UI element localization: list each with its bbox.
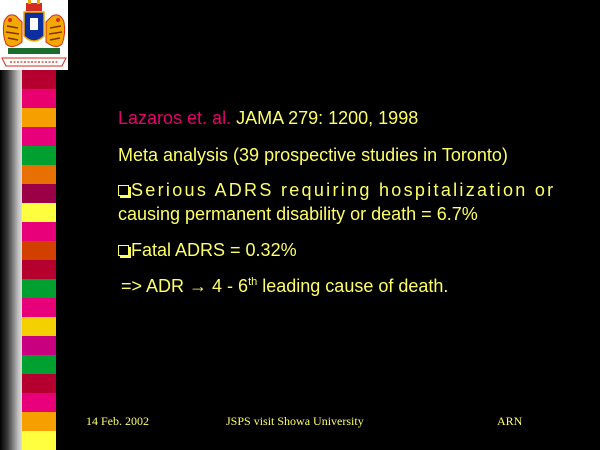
sidebar-color-block [22, 412, 56, 432]
sidebar-color-block [22, 279, 56, 299]
conclusion-line [121, 276, 448, 297]
bullet-fatal-adrs-text: Fatal ADRS = 0.32% [131, 240, 297, 260]
footer-date: 14 Feb. 2002 [86, 414, 149, 428]
sidebar-color-block [22, 298, 56, 318]
conclusion-suffix: leading cause of death. [257, 276, 449, 296]
crest-logo-icon [0, 0, 68, 70]
sidebar-color-blocks [22, 70, 56, 450]
sidebar-color-block [22, 336, 56, 356]
crest-logo-graphic [0, 0, 68, 70]
footer-author: ARN [497, 414, 523, 428]
sidebar-color-block [22, 89, 56, 109]
sidebar-color-block [22, 374, 56, 394]
citation-author: Lazaros et. al. [118, 108, 232, 128]
bullet-box-icon [118, 185, 129, 196]
sidebar-color-block [22, 222, 56, 242]
sidebar-color-block [22, 317, 56, 337]
sidebar-color-block [22, 431, 56, 450]
conclusion-superscript: th [248, 276, 258, 288]
sidebar-color-block [22, 108, 56, 128]
sidebar-color-block [22, 146, 56, 166]
sidebar-color-block [22, 127, 56, 147]
bullet-fatal-adrs [118, 240, 297, 261]
bullet-serious-adrs [118, 180, 555, 201]
conclusion-prefix: => ADR → 4 - 6 [121, 276, 249, 296]
bullet-box-icon [118, 245, 129, 256]
citation-reference: JAMA 279: 1200, 1998 [236, 108, 419, 128]
sidebar-color-block [22, 260, 56, 280]
sidebar-color-block [22, 70, 56, 90]
citation-line [118, 108, 418, 129]
bullet-serious-adrs-continuation: causing permanent disability or death = 6.7% [118, 204, 478, 224]
footer-event: JSPS visit Showa University [226, 414, 364, 428]
sidebar-color-block [22, 393, 56, 413]
meta-analysis-line: Meta analysis (39 prospective studies in Toronto) [118, 145, 508, 165]
sidebar-color-block [22, 203, 56, 223]
bullet-serious-adrs-text: Serious ADRS requiring hospitalization or [131, 180, 556, 200]
sidebar-color-block [22, 355, 56, 375]
sidebar-color-block [22, 184, 56, 204]
sidebar-color-block [22, 241, 56, 261]
sidebar-color-block [22, 165, 56, 185]
